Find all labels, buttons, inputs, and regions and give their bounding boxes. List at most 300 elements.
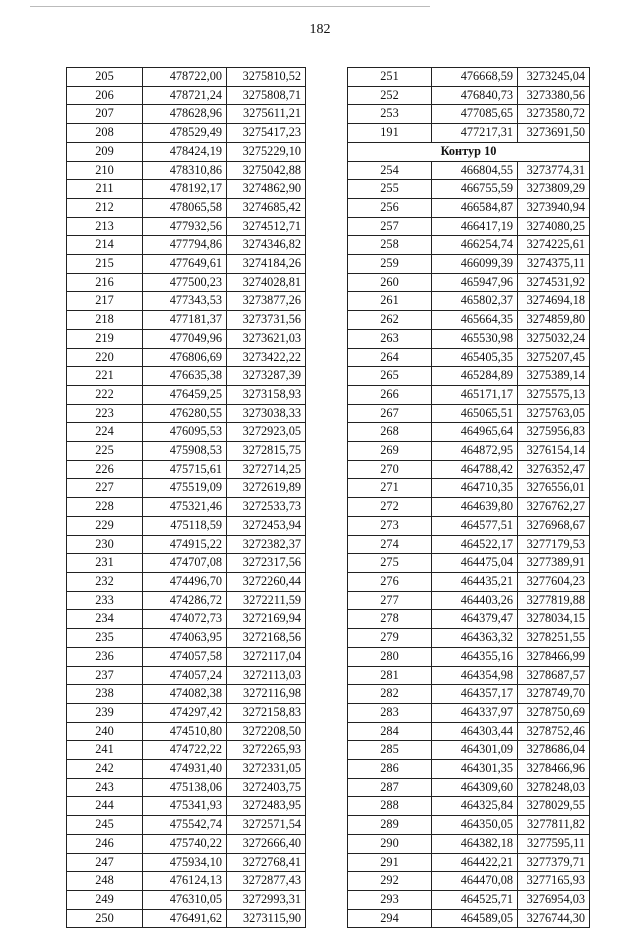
table-row — [67, 329, 306, 348]
x-coordinate-cell: 464965,64 — [432, 423, 518, 442]
x-coordinate-cell: 474931,40 — [143, 760, 227, 779]
table-row — [67, 255, 306, 274]
y-coordinate-cell: 3273691,50 — [518, 124, 590, 143]
table-row — [67, 629, 306, 648]
x-coordinate-cell: 476635,38 — [143, 367, 227, 386]
y-coordinate-cell: 3273621,03 — [227, 329, 306, 348]
y-coordinate-cell: 3272331,05 — [227, 760, 306, 779]
x-coordinate-cell: 478721,24 — [143, 86, 227, 105]
table-row — [67, 778, 306, 797]
x-coordinate-cell: 478310,86 — [143, 161, 227, 180]
point-number-cell: 276 — [348, 572, 432, 591]
table-row — [348, 610, 590, 629]
table-row — [348, 760, 590, 779]
y-coordinate-cell: 3275956,83 — [518, 423, 590, 442]
x-coordinate-cell: 466804,55 — [432, 161, 518, 180]
y-coordinate-cell: 3277379,71 — [518, 853, 590, 872]
table-row — [348, 666, 590, 685]
x-coordinate-cell: 477181,37 — [143, 311, 227, 330]
y-coordinate-cell: 3277595,11 — [518, 834, 590, 853]
x-coordinate-cell: 476491,62 — [143, 909, 227, 928]
x-coordinate-cell: 475740,22 — [143, 834, 227, 853]
y-coordinate-cell: 3272260,44 — [227, 572, 306, 591]
table-row — [67, 105, 306, 124]
y-coordinate-cell: 3272768,41 — [227, 853, 306, 872]
point-number-cell: 278 — [348, 610, 432, 629]
y-coordinate-cell: 3277819,88 — [518, 591, 590, 610]
y-coordinate-cell: 3272533,73 — [227, 498, 306, 517]
x-coordinate-cell: 464325,84 — [432, 797, 518, 816]
x-coordinate-cell: 474072,73 — [143, 610, 227, 629]
y-coordinate-cell: 3273809,29 — [518, 180, 590, 199]
point-number-cell: 221 — [67, 367, 143, 386]
table-row — [67, 703, 306, 722]
point-number-cell: 260 — [348, 273, 432, 292]
x-coordinate-cell: 477085,65 — [432, 105, 518, 124]
x-coordinate-cell: 475341,93 — [143, 797, 227, 816]
point-number-cell: 275 — [348, 554, 432, 573]
y-coordinate-cell: 3278034,15 — [518, 610, 590, 629]
table-row — [67, 535, 306, 554]
y-coordinate-cell: 3277389,91 — [518, 554, 590, 573]
point-number-cell: 270 — [348, 460, 432, 479]
x-coordinate-cell: 478722,00 — [143, 68, 227, 87]
table-row — [348, 124, 590, 143]
table-row — [67, 404, 306, 423]
x-coordinate-cell: 465664,35 — [432, 311, 518, 330]
table-row — [67, 797, 306, 816]
x-coordinate-cell: 464354,98 — [432, 666, 518, 685]
table-row — [348, 180, 590, 199]
point-number-cell: 229 — [67, 516, 143, 535]
x-coordinate-cell: 464403,26 — [432, 591, 518, 610]
point-number-cell: 236 — [67, 647, 143, 666]
point-number-cell: 224 — [67, 423, 143, 442]
x-coordinate-cell: 475118,59 — [143, 516, 227, 535]
y-coordinate-cell: 3272117,04 — [227, 647, 306, 666]
y-coordinate-cell: 3274862,90 — [227, 180, 306, 199]
x-coordinate-cell: 464350,05 — [432, 816, 518, 835]
table-row — [67, 591, 306, 610]
table-row — [348, 198, 590, 217]
table-row — [67, 816, 306, 835]
table-row — [67, 423, 306, 442]
x-coordinate-cell: 464525,71 — [432, 890, 518, 909]
y-coordinate-cell: 3272317,56 — [227, 554, 306, 573]
x-coordinate-cell: 464337,97 — [432, 703, 518, 722]
x-coordinate-cell: 475321,46 — [143, 498, 227, 517]
y-coordinate-cell: 3272877,43 — [227, 872, 306, 891]
y-coordinate-cell: 3274859,80 — [518, 311, 590, 330]
table-row — [348, 591, 590, 610]
point-number-cell: 253 — [348, 105, 432, 124]
y-coordinate-cell: 3275389,14 — [518, 367, 590, 386]
table-row — [348, 217, 590, 236]
table-row — [67, 741, 306, 760]
x-coordinate-cell: 475542,74 — [143, 816, 227, 835]
y-coordinate-cell: 3275611,21 — [227, 105, 306, 124]
x-coordinate-cell: 477794,86 — [143, 236, 227, 255]
table-row — [348, 909, 590, 928]
table-row — [348, 86, 590, 105]
point-number-cell: 237 — [67, 666, 143, 685]
table-row — [348, 348, 590, 367]
x-coordinate-cell: 474707,08 — [143, 554, 227, 573]
y-coordinate-cell: 3275810,52 — [227, 68, 306, 87]
point-number-cell: 213 — [67, 217, 143, 236]
x-coordinate-cell: 475519,09 — [143, 479, 227, 498]
point-number-cell: 242 — [67, 760, 143, 779]
y-coordinate-cell: 3276352,47 — [518, 460, 590, 479]
table-row — [67, 348, 306, 367]
x-coordinate-cell: 478529,49 — [143, 124, 227, 143]
y-coordinate-cell: 3278466,99 — [518, 647, 590, 666]
section-heading-row — [348, 142, 590, 161]
point-number-cell: 250 — [67, 909, 143, 928]
y-coordinate-cell: 3272483,95 — [227, 797, 306, 816]
point-number-cell: 206 — [67, 86, 143, 105]
point-number-cell: 218 — [67, 311, 143, 330]
y-coordinate-cell: 3276762,27 — [518, 498, 590, 517]
table-row — [348, 722, 590, 741]
table-row — [67, 685, 306, 704]
y-coordinate-cell: 3273158,93 — [227, 385, 306, 404]
x-coordinate-cell: 465947,96 — [432, 273, 518, 292]
point-number-cell: 265 — [348, 367, 432, 386]
y-coordinate-cell: 3275032,24 — [518, 329, 590, 348]
x-coordinate-cell: 464872,95 — [432, 442, 518, 461]
table-row — [348, 161, 590, 180]
y-coordinate-cell: 3276556,01 — [518, 479, 590, 498]
x-coordinate-cell: 464357,17 — [432, 685, 518, 704]
y-coordinate-cell: 3274512,71 — [227, 217, 306, 236]
point-number-cell: 292 — [348, 872, 432, 891]
table-row — [67, 647, 306, 666]
point-number-cell: 225 — [67, 442, 143, 461]
x-coordinate-cell: 464522,17 — [432, 535, 518, 554]
table-row — [348, 105, 590, 124]
point-number-cell: 246 — [67, 834, 143, 853]
point-number-cell: 212 — [67, 198, 143, 217]
x-coordinate-cell: 474057,58 — [143, 647, 227, 666]
y-coordinate-cell: 3278251,55 — [518, 629, 590, 648]
x-coordinate-cell: 477217,31 — [432, 124, 518, 143]
y-coordinate-cell: 3278686,04 — [518, 741, 590, 760]
y-coordinate-cell: 3277179,53 — [518, 535, 590, 554]
point-number-cell: 235 — [67, 629, 143, 648]
table-row — [67, 722, 306, 741]
table-row — [348, 423, 590, 442]
point-number-cell: 259 — [348, 255, 432, 274]
table-row — [67, 124, 306, 143]
table-row — [67, 367, 306, 386]
x-coordinate-cell: 478065,58 — [143, 198, 227, 217]
y-coordinate-cell: 3278029,55 — [518, 797, 590, 816]
point-number-cell: 244 — [67, 797, 143, 816]
point-number-cell: 289 — [348, 816, 432, 835]
y-coordinate-cell: 3277811,82 — [518, 816, 590, 835]
table-row — [67, 872, 306, 891]
point-number-cell: 247 — [67, 853, 143, 872]
x-coordinate-cell: 477049,96 — [143, 329, 227, 348]
x-coordinate-cell: 476840,73 — [432, 86, 518, 105]
point-number-cell: 231 — [67, 554, 143, 573]
right-coordinate-table — [347, 67, 590, 928]
y-coordinate-cell: 3272403,75 — [227, 778, 306, 797]
table-row — [348, 703, 590, 722]
table-row — [348, 890, 590, 909]
y-coordinate-cell: 3278749,70 — [518, 685, 590, 704]
point-number-cell: 217 — [67, 292, 143, 311]
x-coordinate-cell: 466755,59 — [432, 180, 518, 199]
y-coordinate-cell: 3272211,59 — [227, 591, 306, 610]
x-coordinate-cell: 464422,21 — [432, 853, 518, 872]
y-coordinate-cell: 3274346,82 — [227, 236, 306, 255]
point-number-cell: 230 — [67, 535, 143, 554]
y-coordinate-cell: 3278687,57 — [518, 666, 590, 685]
table-row — [67, 198, 306, 217]
table-row — [348, 872, 590, 891]
table-row — [67, 554, 306, 573]
point-number-cell: 228 — [67, 498, 143, 517]
table-row — [67, 311, 306, 330]
point-number-cell: 233 — [67, 591, 143, 610]
y-coordinate-cell: 3273115,90 — [227, 909, 306, 928]
top-rule — [30, 6, 430, 7]
table-row — [67, 666, 306, 685]
y-coordinate-cell: 3273245,04 — [518, 68, 590, 87]
x-coordinate-cell: 464363,32 — [432, 629, 518, 648]
x-coordinate-cell: 466099,39 — [432, 255, 518, 274]
y-coordinate-cell: 3272993,31 — [227, 890, 306, 909]
table-row — [348, 535, 590, 554]
x-coordinate-cell: 476095,53 — [143, 423, 227, 442]
table-row — [348, 816, 590, 835]
y-coordinate-cell: 3275042,88 — [227, 161, 306, 180]
point-number-cell: 254 — [348, 161, 432, 180]
x-coordinate-cell: 464301,09 — [432, 741, 518, 760]
point-number-cell: 239 — [67, 703, 143, 722]
y-coordinate-cell: 3273580,72 — [518, 105, 590, 124]
point-number-cell: 232 — [67, 572, 143, 591]
table-row — [348, 778, 590, 797]
y-coordinate-cell: 3275763,05 — [518, 404, 590, 423]
point-number-cell: 273 — [348, 516, 432, 535]
table-row — [67, 834, 306, 853]
point-number-cell: 205 — [67, 68, 143, 87]
x-coordinate-cell: 476459,25 — [143, 385, 227, 404]
x-coordinate-cell: 464577,51 — [432, 516, 518, 535]
point-number-cell: 288 — [348, 797, 432, 816]
point-number-cell: 257 — [348, 217, 432, 236]
point-number-cell: 210 — [67, 161, 143, 180]
x-coordinate-cell: 474722,22 — [143, 741, 227, 760]
x-coordinate-cell: 475715,61 — [143, 460, 227, 479]
y-coordinate-cell: 3272382,37 — [227, 535, 306, 554]
y-coordinate-cell: 3272815,75 — [227, 442, 306, 461]
x-coordinate-cell: 477649,61 — [143, 255, 227, 274]
point-number-cell: 216 — [67, 273, 143, 292]
y-coordinate-cell: 3272169,94 — [227, 610, 306, 629]
table-row — [348, 516, 590, 535]
x-coordinate-cell: 476124,13 — [143, 872, 227, 891]
point-number-cell: 240 — [67, 722, 143, 741]
x-coordinate-cell: 465065,51 — [432, 404, 518, 423]
table-row — [67, 890, 306, 909]
y-coordinate-cell: 3276968,67 — [518, 516, 590, 535]
table-row — [348, 68, 590, 87]
table-row — [67, 385, 306, 404]
point-number-cell: 251 — [348, 68, 432, 87]
table-row — [67, 292, 306, 311]
y-coordinate-cell: 3274225,61 — [518, 236, 590, 255]
table-row — [348, 479, 590, 498]
table-row — [67, 217, 306, 236]
point-number-cell: 287 — [348, 778, 432, 797]
point-number-cell: 226 — [67, 460, 143, 479]
table-row — [348, 834, 590, 853]
table-row — [67, 273, 306, 292]
point-number-cell: 258 — [348, 236, 432, 255]
x-coordinate-cell: 474297,42 — [143, 703, 227, 722]
page-number: 182 — [309, 22, 331, 37]
table-row — [348, 273, 590, 292]
point-number-cell: 209 — [67, 142, 143, 161]
table-row — [348, 460, 590, 479]
y-coordinate-cell: 3273287,39 — [227, 367, 306, 386]
x-coordinate-cell: 464379,47 — [432, 610, 518, 629]
point-number-cell: 294 — [348, 909, 432, 928]
table-row — [348, 367, 590, 386]
y-coordinate-cell: 3275575,13 — [518, 385, 590, 404]
x-coordinate-cell: 464301,35 — [432, 760, 518, 779]
point-number-cell: 220 — [67, 348, 143, 367]
x-coordinate-cell: 476806,69 — [143, 348, 227, 367]
table-row — [67, 460, 306, 479]
x-coordinate-cell: 465405,35 — [432, 348, 518, 367]
x-coordinate-cell: 474057,24 — [143, 666, 227, 685]
y-coordinate-cell: 3276154,14 — [518, 442, 590, 461]
table-row — [348, 629, 590, 648]
x-coordinate-cell: 464788,42 — [432, 460, 518, 479]
point-number-cell: 243 — [67, 778, 143, 797]
x-coordinate-cell: 474510,80 — [143, 722, 227, 741]
x-coordinate-cell: 476668,59 — [432, 68, 518, 87]
y-coordinate-cell: 3277165,93 — [518, 872, 590, 891]
y-coordinate-cell: 3272453,94 — [227, 516, 306, 535]
x-coordinate-cell: 466584,87 — [432, 198, 518, 217]
x-coordinate-cell: 464639,80 — [432, 498, 518, 517]
table-row — [348, 647, 590, 666]
point-number-cell: 208 — [67, 124, 143, 143]
point-number-cell: 293 — [348, 890, 432, 909]
table-row — [348, 498, 590, 517]
y-coordinate-cell: 3272265,93 — [227, 741, 306, 760]
point-number-cell: 191 — [348, 124, 432, 143]
table-row — [67, 180, 306, 199]
y-coordinate-cell: 3274694,18 — [518, 292, 590, 311]
table-row — [348, 329, 590, 348]
y-coordinate-cell: 3278466,96 — [518, 760, 590, 779]
x-coordinate-cell: 464355,16 — [432, 647, 518, 666]
point-number-cell: 286 — [348, 760, 432, 779]
x-coordinate-cell: 474082,38 — [143, 685, 227, 704]
point-number-cell: 284 — [348, 722, 432, 741]
x-coordinate-cell: 475908,53 — [143, 442, 227, 461]
y-coordinate-cell: 3272714,25 — [227, 460, 306, 479]
x-coordinate-cell: 475934,10 — [143, 853, 227, 872]
y-coordinate-cell: 3273422,22 — [227, 348, 306, 367]
point-number-cell: 227 — [67, 479, 143, 498]
point-number-cell: 252 — [348, 86, 432, 105]
x-coordinate-cell: 478628,96 — [143, 105, 227, 124]
table-row — [348, 255, 590, 274]
y-coordinate-cell: 3275207,45 — [518, 348, 590, 367]
y-coordinate-cell: 3272113,03 — [227, 666, 306, 685]
x-coordinate-cell: 464303,44 — [432, 722, 518, 741]
x-coordinate-cell: 474496,70 — [143, 572, 227, 591]
point-number-cell: 234 — [67, 610, 143, 629]
y-coordinate-cell: 3272208,50 — [227, 722, 306, 741]
x-coordinate-cell: 464470,08 — [432, 872, 518, 891]
y-coordinate-cell: 3273877,26 — [227, 292, 306, 311]
y-coordinate-cell: 3272666,40 — [227, 834, 306, 853]
point-number-cell: 223 — [67, 404, 143, 423]
x-coordinate-cell: 464589,05 — [432, 909, 518, 928]
x-coordinate-cell: 478424,19 — [143, 142, 227, 161]
point-number-cell: 281 — [348, 666, 432, 685]
point-number-cell: 280 — [348, 647, 432, 666]
y-coordinate-cell: 3272168,56 — [227, 629, 306, 648]
y-coordinate-cell: 3272571,54 — [227, 816, 306, 835]
y-coordinate-cell: 3274028,81 — [227, 273, 306, 292]
point-number-cell: 263 — [348, 329, 432, 348]
table-row — [67, 68, 306, 87]
table-row — [67, 853, 306, 872]
point-number-cell: 282 — [348, 685, 432, 704]
table-row — [348, 797, 590, 816]
y-coordinate-cell: 3278750,69 — [518, 703, 590, 722]
y-coordinate-cell: 3273038,33 — [227, 404, 306, 423]
table-row — [348, 685, 590, 704]
y-coordinate-cell: 3275808,71 — [227, 86, 306, 105]
y-coordinate-cell: 3273731,56 — [227, 311, 306, 330]
y-coordinate-cell: 3272158,83 — [227, 703, 306, 722]
left-coordinate-table — [66, 67, 306, 928]
point-number-cell: 238 — [67, 685, 143, 704]
x-coordinate-cell: 474063,95 — [143, 629, 227, 648]
x-coordinate-cell: 475138,06 — [143, 778, 227, 797]
section-heading: Контур 10 — [348, 142, 590, 161]
point-number-cell: 256 — [348, 198, 432, 217]
y-coordinate-cell: 3274184,26 — [227, 255, 306, 274]
table-row — [348, 572, 590, 591]
point-number-cell: 279 — [348, 629, 432, 648]
table-row — [348, 554, 590, 573]
point-number-cell: 248 — [67, 872, 143, 891]
point-number-cell: 283 — [348, 703, 432, 722]
x-coordinate-cell: 477343,53 — [143, 292, 227, 311]
point-number-cell: 267 — [348, 404, 432, 423]
table-row — [348, 236, 590, 255]
point-number-cell: 222 — [67, 385, 143, 404]
x-coordinate-cell: 464435,21 — [432, 572, 518, 591]
table-row — [348, 442, 590, 461]
table-row — [348, 404, 590, 423]
point-number-cell: 264 — [348, 348, 432, 367]
point-number-cell: 271 — [348, 479, 432, 498]
point-number-cell: 291 — [348, 853, 432, 872]
